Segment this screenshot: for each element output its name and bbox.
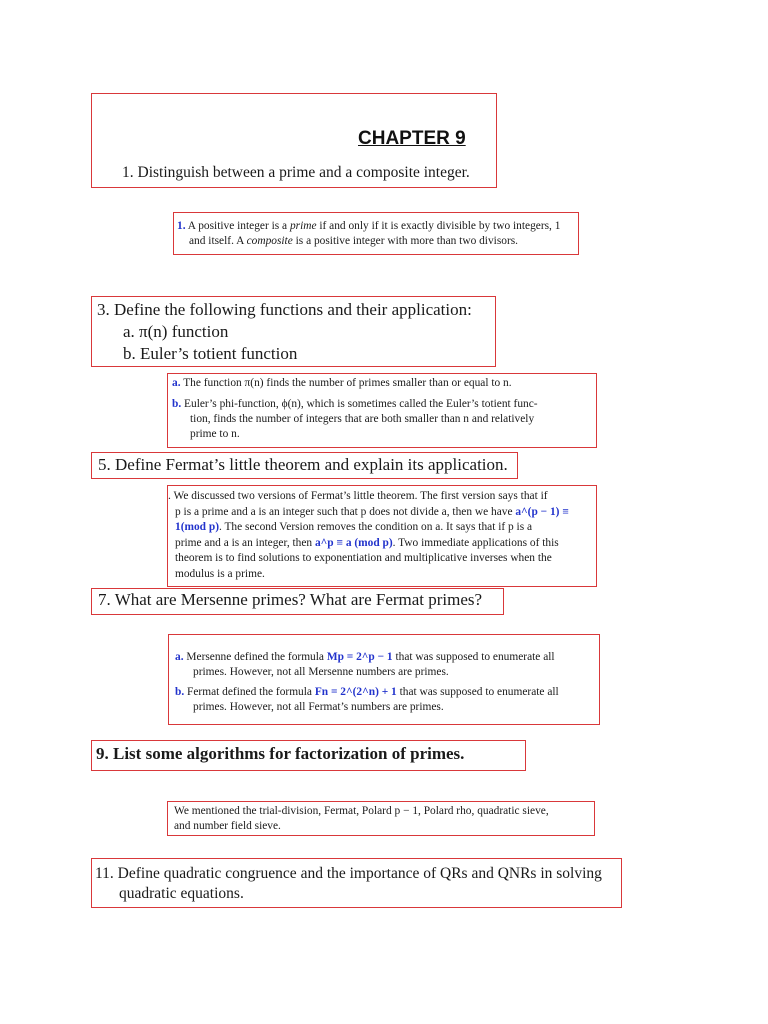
answer-5-formula: a^(p − 1) ≡	[515, 505, 569, 518]
answer-1-text: if and only if it is exactly divisible by two integers, 1	[316, 220, 561, 232]
answer-9	[174, 804, 549, 834]
answer-3-b-text: tion, finds the number of integers that are both smaller than n and relatively	[190, 413, 535, 425]
answer-3-b-text: Euler’s phi-function, ϕ(n), which is sometimes called the Euler’s totient func-	[181, 398, 538, 410]
answer-5	[168, 489, 569, 582]
answer-5-text: . Two immediate applications of this	[392, 536, 559, 549]
answer-5-formula: 1(mod p)	[175, 521, 219, 533]
answer-5-text: theorem is to find solutions to exponentiation and multiplicative inverses when the	[175, 552, 552, 564]
answer-5-formula: a^p ≡ a (mod p)	[314, 536, 393, 549]
answer-5-text: . The second Version removes the condition on a. It says that if p is a	[218, 521, 533, 533]
question-3	[97, 299, 472, 365]
answer-7-b-text: that was supposed to enumerate all	[396, 686, 559, 698]
answer-7-b-formula: Fn = 2^(2^n) + 1	[314, 686, 397, 698]
answer-7-a-formula: Mp = 2^p − 1	[326, 651, 393, 663]
answer-3	[172, 376, 538, 442]
answer-1-number: 1.	[177, 220, 186, 232]
question-11-line: quadratic equations.	[119, 885, 244, 902]
question-11	[95, 864, 602, 904]
answer-5-text: prime and a is an integer, then	[175, 536, 315, 549]
answer-7-a-label: a.	[175, 651, 184, 663]
answer-3-a-text: The function π(n) finds the number of primes smaller than or equal to n.	[180, 377, 512, 389]
answer-1-term-composite: composite	[246, 235, 293, 247]
answer-5-text: . We discussed two versions of Fermat’s little theorem. The first version says that if	[168, 490, 548, 502]
answer-3-a-label: a.	[172, 377, 181, 389]
answer-7-b-text: Fermat defined the formula	[184, 686, 315, 698]
answer-7-b-text: primes. However, not all Fermat’s numbers are primes.	[193, 701, 444, 713]
question-5: 5. Define Fermat’s little theorem and explain its application.	[98, 455, 508, 474]
question-3-item-a: a. π(n) function	[123, 322, 229, 341]
answer-7-a-text: primes. However, not all Mersenne numbers are primes.	[193, 666, 449, 678]
answer-5-text: p is a prime and a is an integer such that p does not divide a, then we have	[175, 505, 516, 518]
answer-7-a-text: Mersenne defined the formula	[183, 651, 327, 663]
answer-9-text: We mentioned the trial-division, Fermat, Polard p − 1, Polard rho, quadratic sieve,	[174, 805, 549, 817]
question-1: 1. Distinguish between a prime and a composite integer.	[122, 164, 470, 181]
question-9: 9. List some algorithms for factorization of primes.	[96, 744, 465, 763]
answer-1	[177, 219, 560, 249]
question-3-item-b: b. Euler’s totient function	[123, 344, 298, 363]
answer-3-b-label: b.	[172, 398, 182, 410]
answer-3-b-text: prime to n.	[190, 428, 240, 440]
answer-9-text: and number field sieve.	[174, 820, 281, 832]
answer-7-b-label: b.	[175, 686, 185, 698]
chapter-title: CHAPTER 9	[358, 128, 466, 149]
answer-7	[175, 650, 559, 715]
question-11-line: 11. Define quadratic congruence and the importance of QRs and QNRs in solving	[95, 865, 602, 882]
answer-1-text: A positive integer is a	[185, 220, 290, 232]
question-3-line: 3. Define the following functions and their application:	[97, 300, 472, 319]
answer-5-text: modulus is a prime.	[175, 567, 265, 580]
answer-1-text: and itself. A	[189, 235, 247, 247]
answer-7-a-text: that was supposed to enumerate all	[392, 651, 555, 663]
answer-1-text: is a positive integer with more than two divisors.	[292, 235, 519, 247]
question-7: 7. What are Mersenne primes? What are Fermat primes?	[98, 590, 483, 609]
answer-1-term-prime: prime	[289, 220, 317, 232]
